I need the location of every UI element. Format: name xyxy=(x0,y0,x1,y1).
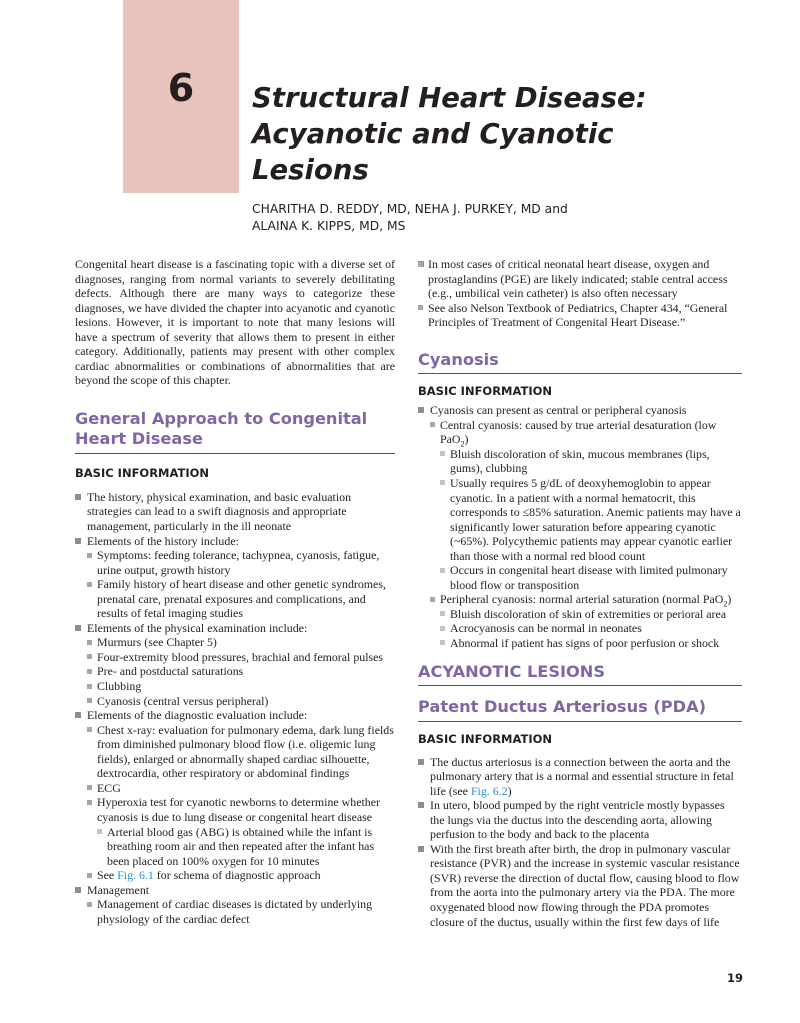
authors-line: CHARITHA D. REDDY, MD, NEHA J. PURKEY, MD and xyxy=(252,202,568,216)
list-item: Occurs in congenital heart disease with limited pulmonary blood flow or transposition xyxy=(440,563,742,592)
list-item: With the first breath after birth, the drop in pulmonary vascular resistance (PVR) and the increase in systemic vascular resistance (SVR) reverse the direction of ductal flow, causing blood to flow from the aorta into the pulmonary artery via the PDA. The more oxygenated blood now flowing through the PDA promotes closure of the ductus, usually within the first few days of life xyxy=(418,842,742,929)
list-item: Chest x-ray: evaluation for pulmonary edema, dark lung fields from diminished pulmonary blood flow (i.e. oligemic lung fields), enlarged or abnormally shaped cardiac silhouette, dextrocardia, other respiratory or abdominal findings xyxy=(87,723,395,781)
intro-paragraph: Congenital heart disease is a fascinating topic with a diverse set of diagnoses, ranging from normal variants to severely debilitating defects. Although there are many ways to categorize these diagnoses, we have divided the chapter into acyanotic and cyanotic lesions. However, it is important to note that many lesions will have a spectrum of severity that allows them to present in either category. Additionally, patients may present with other complex cardiac abnormalities or combinations of abnormalities that are beyond the scope of this chapter. xyxy=(75,257,395,388)
chapter-authors xyxy=(252,201,672,235)
chapter-title-line: Acyanotic and Cyanotic xyxy=(252,118,614,150)
list-item: Bluish discoloration of skin of extremities or perioral area xyxy=(440,607,742,622)
list-item: Elements of the history include: Symptoms: feeding tolerance, tachypnea, cyanosis, fatigue, urine output, growth history Family history of heart disease and other genetic syndromes, prenatal care, prenatal exposures and complications, and results of fetal imaging studies xyxy=(75,534,395,621)
basic-info-subheading: BASIC INFORMATION xyxy=(418,731,553,746)
basic-info-subheading: BASIC INFORMATION xyxy=(418,384,553,399)
list-item: Elements of the physical examination include: Murmurs (see Chapter 5) Four-extremity blood pressures, brachial and femoral pulses Pre- and postductal saturations Clubbing Cyanosis (central versus peripheral) xyxy=(75,621,395,708)
acyanotic-lesions-heading: ACYANOTIC LESIONS xyxy=(418,662,742,687)
list-item: Pre- and postductal saturations xyxy=(87,664,395,679)
heading-line: General Approach to Congenital xyxy=(75,408,368,428)
list-item: Acrocyanosis can be normal in neonates xyxy=(440,621,742,636)
list-item: Hyperoxia test for cyanotic newborns to determine whether cyanosis is due to lung disease or congenital heart disease Arterial blood gas (ABG) is obtained while the infant is breathing room air and then repeated after the infant has been placed on 100% oxygen for 10 minutes xyxy=(87,795,395,868)
list-item: Management Management of cardiac diseases is dictated by underlying physiology of the cardiac defect xyxy=(75,883,395,927)
list-item: Central cyanosis: caused by true arterial desaturation (low PaO$_2$) Bluish discoloration of skin, mucous membranes (lips, gums), clubbing Usually requires 5 g/dL of deoxyhemoglobin to appear cyanotic. In a patient with a normal hematocrit, this corresponds to ≤85% saturation. Anemic patients may have a significantly lower saturation before appearing cyanotic (~65%). Polycythemic patients may appear cyanotic earlier than those with a normal red blood count Occurs in congenital heart disease with limited pulmonary blood flow or transposition xyxy=(430,418,742,593)
list-item: See Fig. 6.1 for schema of diagnostic approach xyxy=(87,868,395,883)
list-item xyxy=(418,257,742,330)
cyanosis-list xyxy=(418,403,742,650)
authors-line: ALAINA K. KIPPS, MD, MS xyxy=(252,219,406,233)
list-item: Elements of the diagnostic evaluation include: Chest x-ray: evaluation for pulmonary edema, dark lung fields from diminished pulmonary blood flow (i.e. oligemic lung fields), enlarged or abnormally shaped cardiac silhouette, dextrocardia, other respiratory or abdominal findings ECG Hyperoxia test for cyanotic newborns to determine whether cyanosis is due to lung disease or congenital heart disease Arterial blood gas (ABG) is obtained while the infant is breathing room air and then repeated after the infant has been placed on 100% oxygen for 10 minutes See Fig. 6.1 for schema of diagnostic approach xyxy=(75,708,395,883)
list-item: Cyanosis can present as central or peripheral cyanosis Central cyanosis: caused by true arterial desaturation (low PaO$_2$) Bluish discoloration of skin, mucous membranes (lips, gums), clubbing Usually requires 5 g/dL of deoxyhemoglobin to appear cyanotic. In a patient with a normal hematocrit, this corresponds to ≤85% saturation. Anemic patients may have a significantly lower saturation before appearing cyanotic (~65%). Polycythemic patients may appear cyanotic earlier than those with a normal red blood count Occurs in congenital heart disease with limited pulmonary blood flow or transposition Peripheral cyanosis: normal arterial saturation (normal PaO$_2$) Bluish discoloration of skin of extremities or perioral area Acrocyanosis can be normal in neonates Abnormal if patient has signs of poor perfusion or shock xyxy=(418,403,742,650)
list-item: Family history of heart disease and other genetic syndromes, prenatal care, prenatal exposures and complications, and results of fetal imaging studies xyxy=(87,577,395,621)
pda-heading: Patent Ductus Arteriosus (PDA) xyxy=(418,697,742,722)
list-item: Bluish discoloration of skin, mucous membranes (lips, gums), clubbing xyxy=(440,447,742,476)
chapter-number: 6 xyxy=(167,66,195,110)
basic-info-subheading: BASIC INFORMATION xyxy=(75,465,210,480)
list-item: Symptoms: feeding tolerance, tachypnea, cyanosis, fatigue, urine output, growth history xyxy=(87,548,395,577)
right-column xyxy=(418,257,742,929)
list-item: The history, physical examination, and basic evaluation strategies can lead to a swift diagnosis and appropriate management, particularly in the ill neonate xyxy=(75,490,395,534)
list-item: Cyanosis (central versus peripheral) xyxy=(87,694,395,709)
chapter-title-line: Lesions xyxy=(252,154,369,186)
list-item: The ductus arteriosus is a connection between the aorta and the pulmonary artery that is a normal and essential structure in fetal life (see Fig. 6.2) xyxy=(418,755,742,799)
heading-line: Heart Disease xyxy=(75,429,203,449)
list-item: Peripheral cyanosis: normal arterial saturation (normal PaO$_2$) Bluish discoloration of skin of extremities or perioral area Acrocyanosis can be normal in neonates Abnormal if patient has signs of poor perfusion or shock xyxy=(430,592,742,650)
list-item: Arterial blood gas (ABG) is obtained while the infant is breathing room air and then repeated after the infant has been placed on 100% oxygen for 10 minutes xyxy=(97,825,395,869)
list-item: Abnormal if patient has signs of poor perfusion or shock xyxy=(440,636,742,651)
list-item: Management of cardiac diseases is dictated by underlying physiology of the cardiac defect xyxy=(87,897,395,926)
left-column xyxy=(75,257,395,926)
list-item: Clubbing xyxy=(87,679,395,694)
general-bullet-list xyxy=(75,490,395,926)
list-item: Murmurs (see Chapter 5) xyxy=(87,635,395,650)
list-item: Four-extremity blood pressures, brachial and femoral pulses xyxy=(87,650,395,665)
list-item: ECG xyxy=(87,781,395,796)
cyanosis-heading: Cyanosis xyxy=(418,350,742,375)
general-approach-heading xyxy=(75,409,395,454)
list-item: In most cases of critical neonatal heart disease, oxygen and prostaglandins (PGE) are likely indicated; stable central access (e.g., umbilical vein catheter) is also often necessary xyxy=(418,257,742,301)
list-item: In utero, blood pumped by the right ventricle mostly bypasses the lungs via the ductus into the descending aorta, allowing perfusion to the body and back to the placenta xyxy=(418,798,742,842)
list-item: See also Nelson Textbook of Pediatrics, Chapter 434, “General Principles of Treatment of Congenital Heart Disease.” xyxy=(418,301,742,330)
page-number: 19 xyxy=(727,971,744,985)
chapter-title-line: Structural Heart Disease: xyxy=(252,82,647,114)
pda-list xyxy=(418,755,742,930)
chapter-title xyxy=(252,80,772,188)
figure-link[interactable]: Fig. 6.1 xyxy=(117,868,154,883)
list-item: Usually requires 5 g/dL of deoxyhemoglobin to appear cyanotic. In a patient with a normal hematocrit, this corresponds to ≤85% saturation. Anemic patients may have a significantly lower saturation before appearing cyanotic (~65%). Polycythemic patients may appear cyanotic earlier than those with a normal red blood count xyxy=(440,476,742,563)
figure-link[interactable]: Fig. 6.2 xyxy=(470,783,508,798)
right-top-list xyxy=(418,257,742,330)
